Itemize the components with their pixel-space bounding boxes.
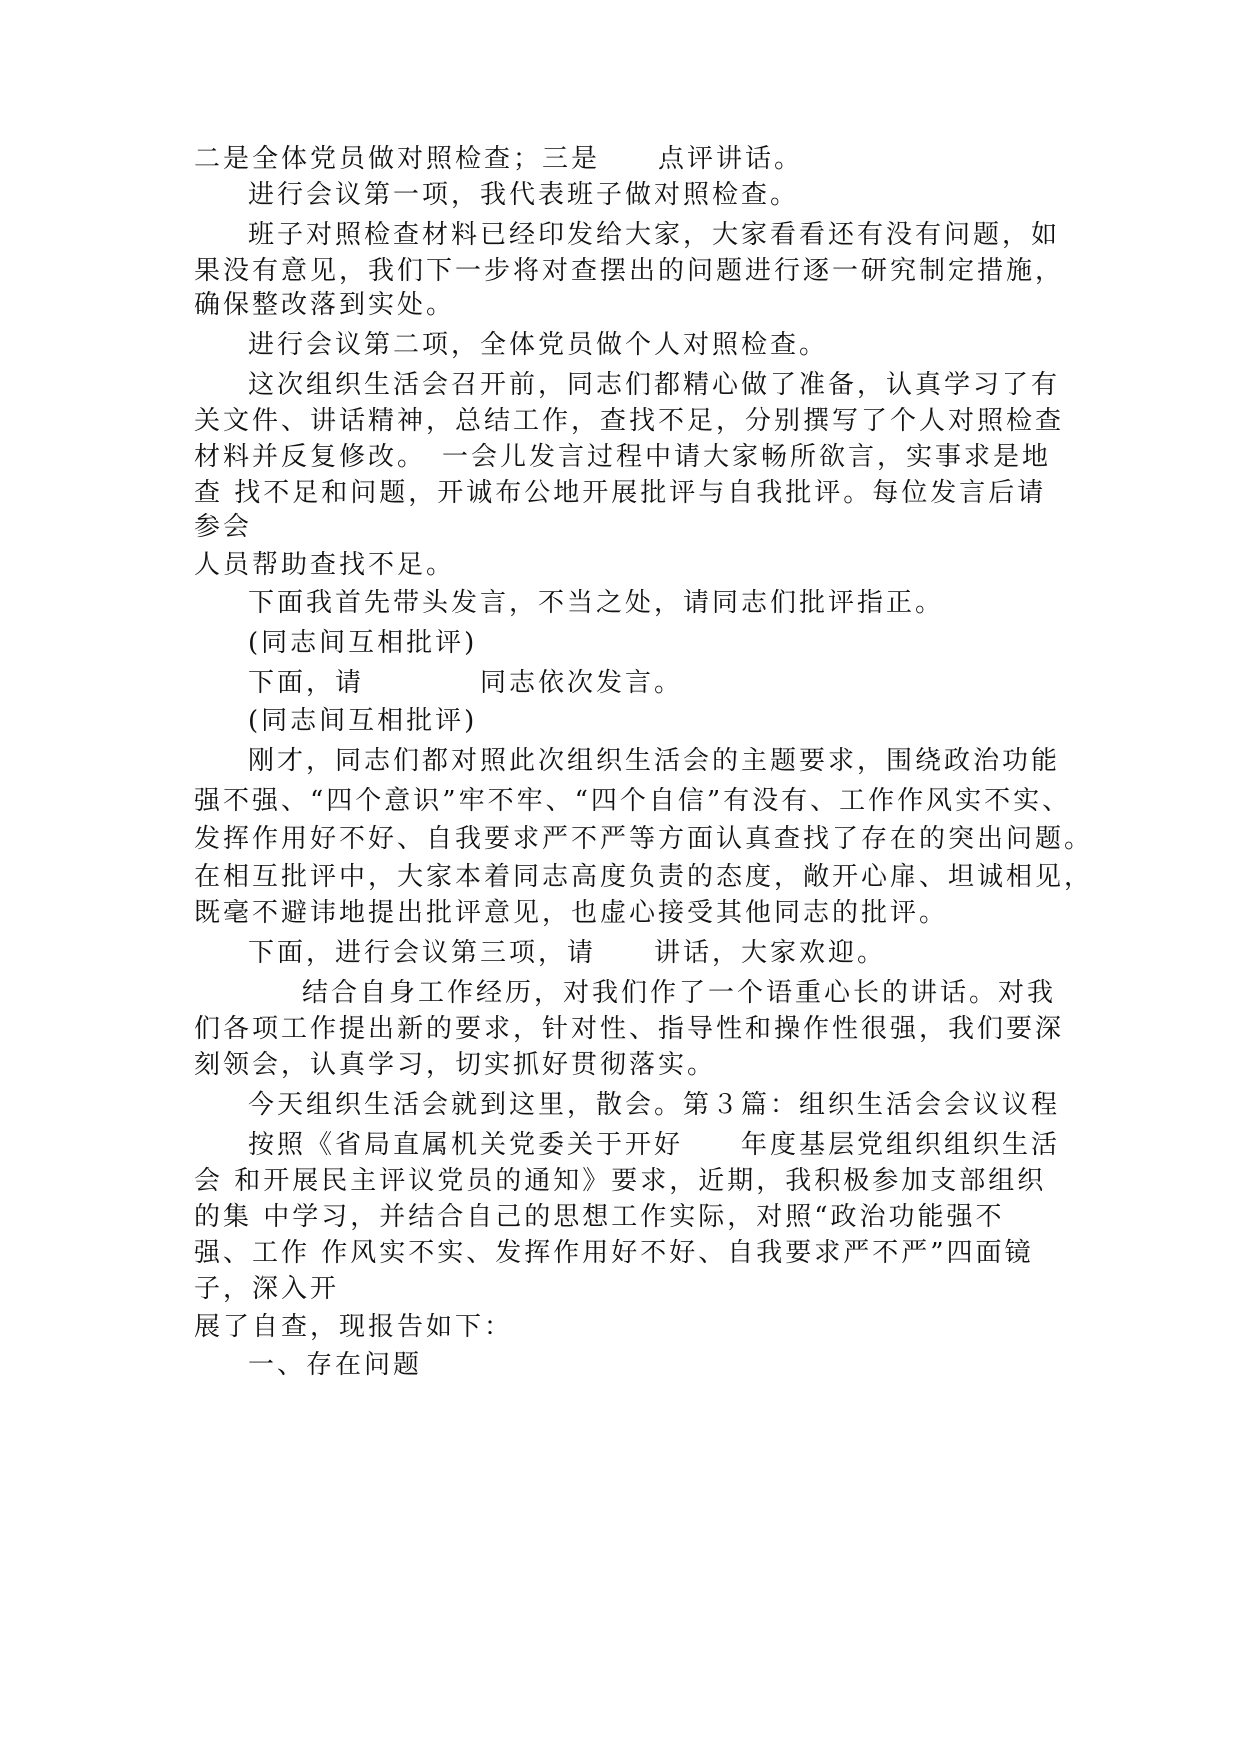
text-line: (同志间互相批评) <box>248 628 478 658</box>
text-line: 二是全体党员做对照检查；三是 点评讲话。 <box>194 144 804 174</box>
text-line: 进行会议第一项，我代表班子做对照检查。 <box>248 180 800 210</box>
text-line: 强不强、“四个意识”牢不牢、“四个自信”有没有、工作作风实不实、 <box>194 786 1072 816</box>
text-line: 子，深入开 <box>194 1274 340 1304</box>
text-line: (同志间互相批评) <box>248 706 478 736</box>
text-line: 既毫不避讳地提出批评意见，也虚心接受其他同志的批评。 <box>194 898 949 928</box>
text-line: 在相互批评中，大家本着同志高度负责的态度，敞开心扉、坦诚相见， <box>194 862 1094 892</box>
text-line: 下面，进行会议第三项，请 讲话，大家欢迎。 <box>248 938 887 968</box>
text-line: 刚才，同志们都对照此次组织生活会的主题要求，围绕政治功能 <box>248 746 1061 776</box>
text-line: 们各项工作提出新的要求，针对性、指导性和操作性很强，我们要深 <box>194 1014 1065 1044</box>
text-line: 这次组织生活会召开前，同志们都精心做了准备，认真学习了有 <box>248 370 1061 400</box>
text-line: 进行会议第二项，全体党员做个人对照检查。 <box>248 330 829 360</box>
text-line: 关文件、讲话精神，总结工作，查找不足，分别撰写了个人对照检查 <box>194 406 1065 436</box>
text-line: 参会 <box>194 512 253 542</box>
text-line: 按照《省局直属机关党委关于开好 年度基层党组织组织生活 <box>248 1130 1061 1160</box>
text-line: 的集 中学习，并结合自己的思想工作实际，对照“政治功能强不 <box>194 1202 1005 1232</box>
text-line: 果没有意见，我们下一步将对查摆出的问题进行逐一研究制定措施， <box>194 256 1065 286</box>
text-line: 今天组织生活会就到这里，散会。第３篇：组织生活会会议议程 <box>248 1090 1061 1120</box>
text-line: 材料并反复修改。 一会儿发言过程中请大家畅所欲言，实事求是地 <box>194 442 1052 472</box>
text-line: 下面我首先带头发言，不当之处，请同志们批评指正。 <box>248 588 945 618</box>
text-line: 结合自身工作经历，对我们作了一个语重心长的讲话。对我 <box>302 978 1057 1008</box>
text-line: 查 找不足和问题，开诚布公地开展批评与自我批评。每位发言后请 <box>194 478 1047 508</box>
text-line: 一、存在问题 <box>248 1350 423 1380</box>
text-line: 刻领会，认真学习，切实抓好贯彻落实。 <box>194 1050 717 1080</box>
text-line: 强、工作 作风实不实、发挥作用好不好、自我要求严不严”四面镜 <box>194 1238 1034 1268</box>
text-line: 会 和开展民主评议党员的通知》要求，近期，我积极参加支部组织 <box>194 1166 1047 1196</box>
text-line: 确保整改落到实处。 <box>194 290 456 320</box>
text-line: 展了自查，现报告如下： <box>194 1312 514 1342</box>
text-line: 人员帮助查找不足。 <box>194 550 456 580</box>
text-line: 班子对照检查材料已经印发给大家，大家看看还有没有问题，如 <box>248 220 1061 250</box>
text-line: 发挥作用好不好、自我要求严不严等方面认真查找了存在的突出问题。 <box>194 824 1094 854</box>
text-line: 下面，请 同志依次发言。 <box>248 668 684 698</box>
